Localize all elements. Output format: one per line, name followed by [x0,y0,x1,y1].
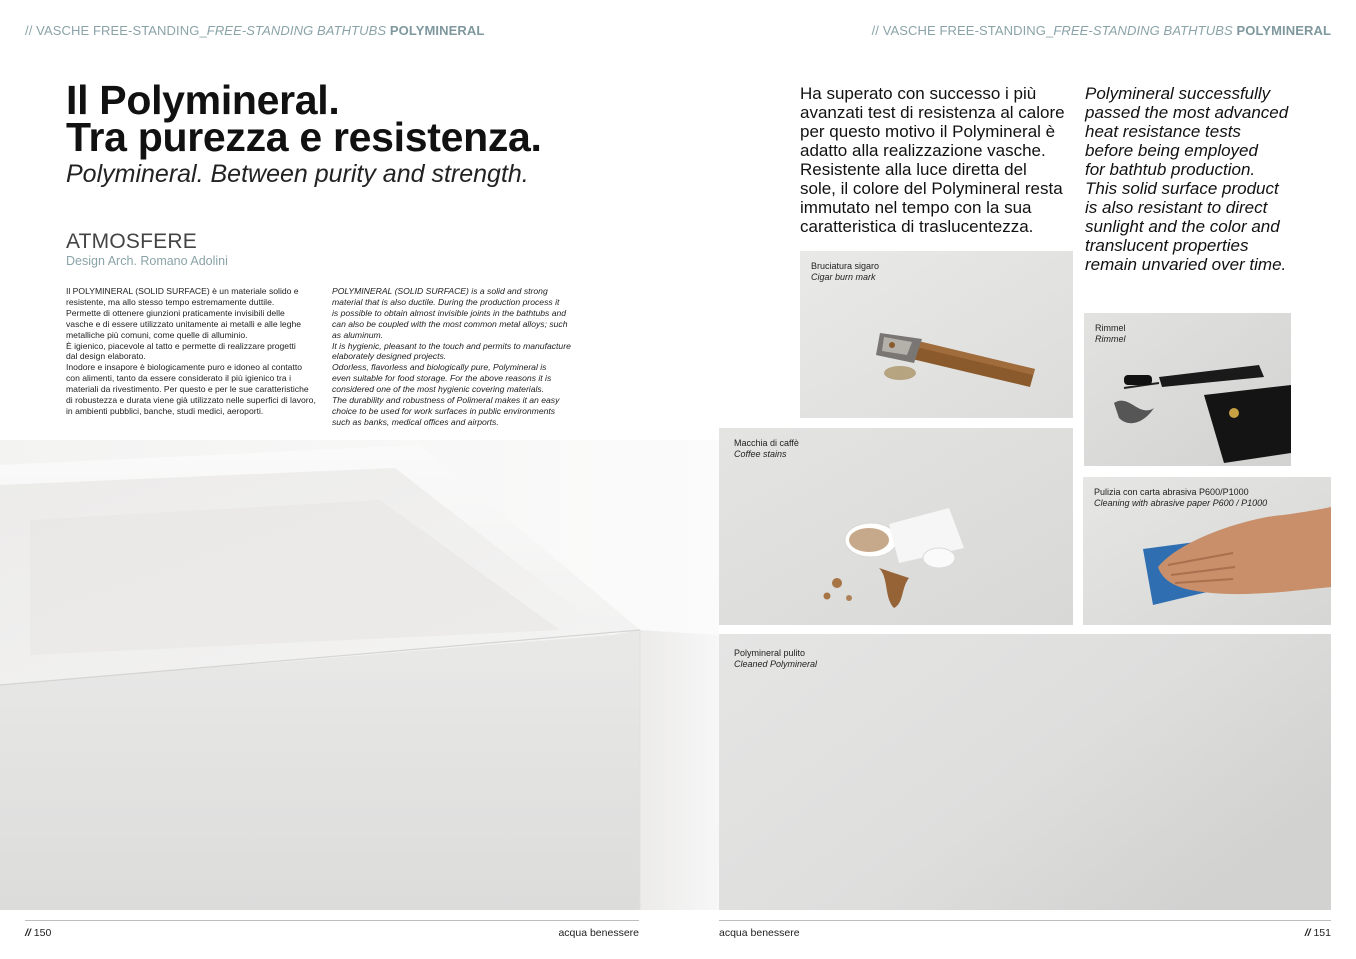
page-title [66,77,542,160]
text-line: before being employed [1085,141,1258,160]
text-line: POLYMINERAL (SOLID SURFACE) is a solid and strong [332,286,548,296]
text-line: avanzati test di resistenza al calore [800,103,1065,122]
cleaned-polymineral-photo [719,634,1331,910]
text-line: per questo motivo il Polymineral è [800,122,1056,141]
text-line: passed the most advanced [1085,103,1289,122]
text-line: considered one of the most hygienic covering materials. [332,384,545,395]
italian-intro [800,84,1080,236]
text-line: metalliche più comuni, come quelle di alluminio. [66,329,248,340]
text-line: Inodore e insapore è biologicamente puro e idoneo al contatto [66,362,303,373]
header-bold: POLYMINERAL [1236,23,1331,38]
text-line: elaborately designed projects. [332,351,447,362]
text-line: heat resistance tests [1085,122,1241,141]
title-line-2: Tra purezza e resistenza. [66,114,542,160]
english-intro [1085,84,1335,274]
caption-it: Polymineral pulito [734,648,806,658]
right-running-header [872,23,1331,38]
left-running-header [25,23,484,38]
text-line: Ha superato con successo i più [800,84,1037,103]
cigar-burn-photo [800,251,1073,418]
page-number [25,927,51,939]
header-plain: // VASCHE FREE-STANDING_ [25,23,207,38]
page-number-value: 151 [1313,927,1331,939]
text-line: immutato nel tempo con la sua [800,198,1032,217]
photo-caption [734,648,817,670]
header-plain: // VASCHE FREE-STANDING_ [871,23,1054,38]
bathtub-photo [0,440,719,910]
clean-surface-illustration [719,634,1331,910]
photo-caption [1095,323,1126,345]
text-line: Odorless, flavorless and biologically pure, Polymineral is [332,362,547,373]
text-line: This solid surface product [1085,179,1279,198]
header-italic: FREE-STANDING BATHTUBS [1053,23,1233,38]
caption-it: Pulizia con carta abrasiva P600/P1000 [1094,487,1249,497]
text-line: di robustezza e durata viene già utilizzato nelle superfici di lavoro, [66,395,316,406]
mascara-photo [1084,313,1291,466]
text-line: dal design elaborato. [66,351,146,362]
footer-rule [25,920,639,921]
italian-description [66,286,321,417]
text-line: in ambienti pubblici, banche, studi medici, aeroporti. [66,405,264,416]
text-line: Il POLYMINERAL (SOLID SURFACE) è un materiale solido e [66,286,299,296]
text-line: such as banks, medical offices and airports. [332,416,499,427]
text-line: caratteristica di traslucentezza. [800,217,1034,236]
text-line: sole, il colore del Polymineral resta [800,179,1063,198]
text-line: material that is also ductile. During the production process it [332,296,560,307]
text-line: is possible to obtain almost invisible joints in the bathtubs and [332,307,567,318]
caption-it: Bruciatura sigaro [811,261,880,271]
text-line: adatto alla realizzazione vasche. [800,141,1046,160]
section-title: ATMOSFERE [66,230,197,253]
text-line: È igienico, piacevole al tatto e permette di realizzare progetti [66,340,296,351]
designer-credit: Design Arch. Romano Adolini [66,254,228,268]
english-description [332,286,587,428]
text-line: The durability and robustness of Polimeral makes it an easy [332,395,560,406]
coffee-stain-photo [719,428,1073,625]
text-line: even suitable for food storage. For the above reasons it is [332,373,552,384]
text-line: resistente, ma allo stesso tempo estremamente duttile. [66,296,275,307]
text-line: as aluminum. [332,329,384,340]
caption-en: Cleaned Polymineral [734,659,818,669]
title-line-1: Il Polymineral. [66,77,340,123]
caption-en: Cigar burn mark [811,272,876,282]
text-line: translucent properties [1085,236,1249,255]
caption-en: Coffee stains [734,449,787,459]
photo-caption [811,261,879,283]
text-line: It is hygienic, pleasant to the touch and permits to manufacture [332,340,571,351]
caption-it: Macchia di caffè [734,438,799,448]
text-line: is also resistant to direct [1085,198,1268,217]
page-number-value: 150 [33,927,52,939]
text-line: choice to be used for work surfaces in public environments [332,405,556,416]
page-prefix: // [1304,927,1311,939]
photo-caption [734,438,799,460]
text-line: materiali da rivestimento. Per questo e per le sue caratteristiche [66,384,309,395]
page-subtitle: Polymineral. Between purity and strength. [66,160,529,188]
page-prefix: // [25,927,31,939]
text-line: for bathtub production. [1085,160,1256,179]
caption-en: Rimmel [1095,334,1126,344]
text-line: Resistente alla luce diretta del [800,160,1027,179]
header-bold: POLYMINERAL [389,23,485,38]
caption-en: Cleaning with abrasive paper P600 / P1000 [1094,498,1268,508]
footer-rule [719,920,1331,921]
photo-caption [1094,487,1267,509]
sanding-photo [1083,477,1331,625]
header-italic: FREE-STANDING BATHTUBS [206,23,387,38]
page-number [1250,927,1331,939]
text-line: remain unvaried over time. [1085,255,1287,274]
text-line: Permette di ottenere giunzioni praticamente invisibili delle [66,307,285,318]
text-line: con alimenti, tanto da essere considerato il più igienico tra i [66,373,291,384]
caption-it: Rimmel [1095,323,1126,333]
text-line: sunlight and the color and [1085,217,1280,236]
text-line: can also be coupled with the most common metal alloys; such [332,318,568,329]
text-line: Polymineral successfully [1085,84,1271,103]
text-line: vasche e di essere utilizzato unitamente ai metalli e alle leghe [66,318,302,329]
brand-footer: acqua benessere [719,927,800,939]
brand-footer: acqua benessere [558,927,639,939]
